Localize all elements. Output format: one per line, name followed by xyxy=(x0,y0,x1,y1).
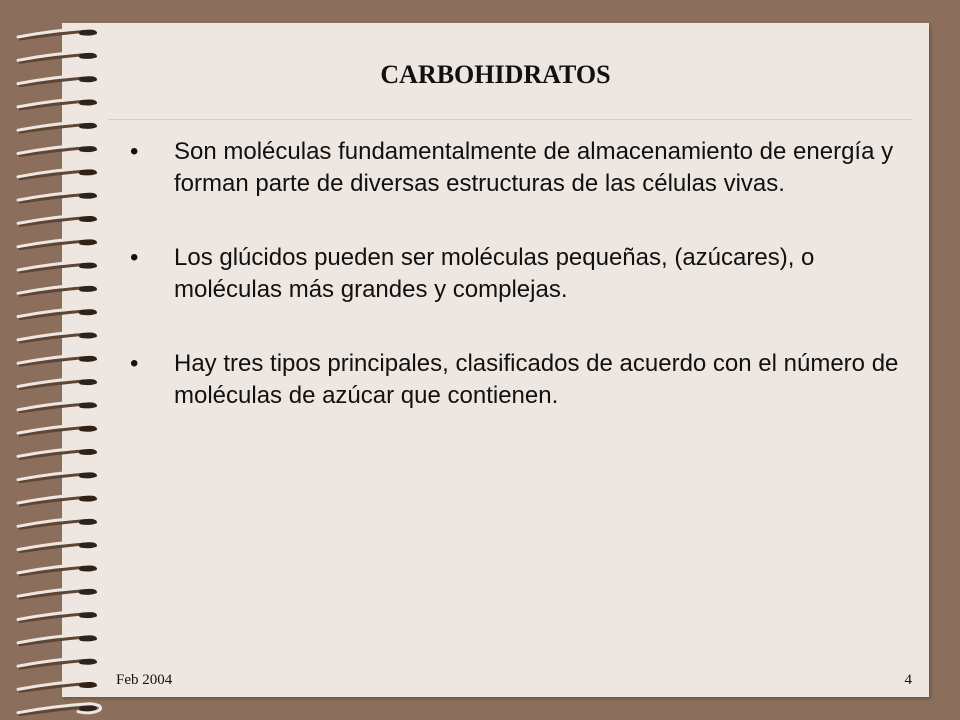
bullet-item xyxy=(130,136,900,200)
spiral-coil xyxy=(18,634,101,645)
bullet-text: Hay tres tipos principales, clasificados de acuerdo con el número de moléculas de azúcar que contienen. xyxy=(174,350,899,409)
spiral-coil xyxy=(18,214,101,225)
spiral-binding-icon xyxy=(0,0,125,720)
slide-title: CARBOHIDRATOS xyxy=(380,60,611,89)
spiral-coil xyxy=(18,494,101,505)
bullet-marker: • xyxy=(130,138,139,165)
spiral-coil xyxy=(18,331,101,342)
page-number: 4 xyxy=(904,672,912,688)
spiral-coil xyxy=(18,657,101,668)
spiral-coil xyxy=(18,354,101,365)
spiral-coil xyxy=(18,238,101,249)
spiral-coil xyxy=(18,564,101,575)
footer-date: Feb 2004 xyxy=(116,672,173,688)
spiral-coil xyxy=(18,587,101,598)
spiral-coil xyxy=(18,145,101,156)
spiral-coil xyxy=(18,541,101,552)
bullet-list xyxy=(130,136,900,412)
spiral-coil xyxy=(18,168,101,179)
spiral-coil xyxy=(18,611,101,622)
spiral-coil xyxy=(18,28,101,39)
spiral-coil xyxy=(18,98,101,109)
bullet-marker: • xyxy=(130,350,139,377)
spiral-coil xyxy=(18,378,101,389)
bullet-text: Son moléculas fundamentalmente de almacenamiento de energía y forman parte de diversas estructuras de las células vivas. xyxy=(174,138,894,197)
bullet-marker: • xyxy=(130,244,139,271)
spiral-coil xyxy=(18,424,101,435)
spiral-coil xyxy=(18,680,101,691)
spiral-coil xyxy=(18,308,101,319)
spiral-coil xyxy=(18,517,101,528)
spiral-coil xyxy=(18,401,101,412)
spiral-coil xyxy=(18,704,101,715)
spiral-coil xyxy=(18,284,101,295)
title-divider xyxy=(108,119,912,120)
spiral-coil xyxy=(18,261,101,272)
spiral-coil xyxy=(18,447,101,458)
bullet-item xyxy=(130,242,900,306)
spiral-coil xyxy=(18,471,101,482)
bullet-item xyxy=(130,348,900,412)
spiral-coil xyxy=(18,121,101,132)
bullet-text: Los glúcidos pueden ser moléculas pequeñas, (azúcares), o moléculas más grandes y complejas. xyxy=(174,244,815,303)
spiral-coil xyxy=(18,191,101,202)
